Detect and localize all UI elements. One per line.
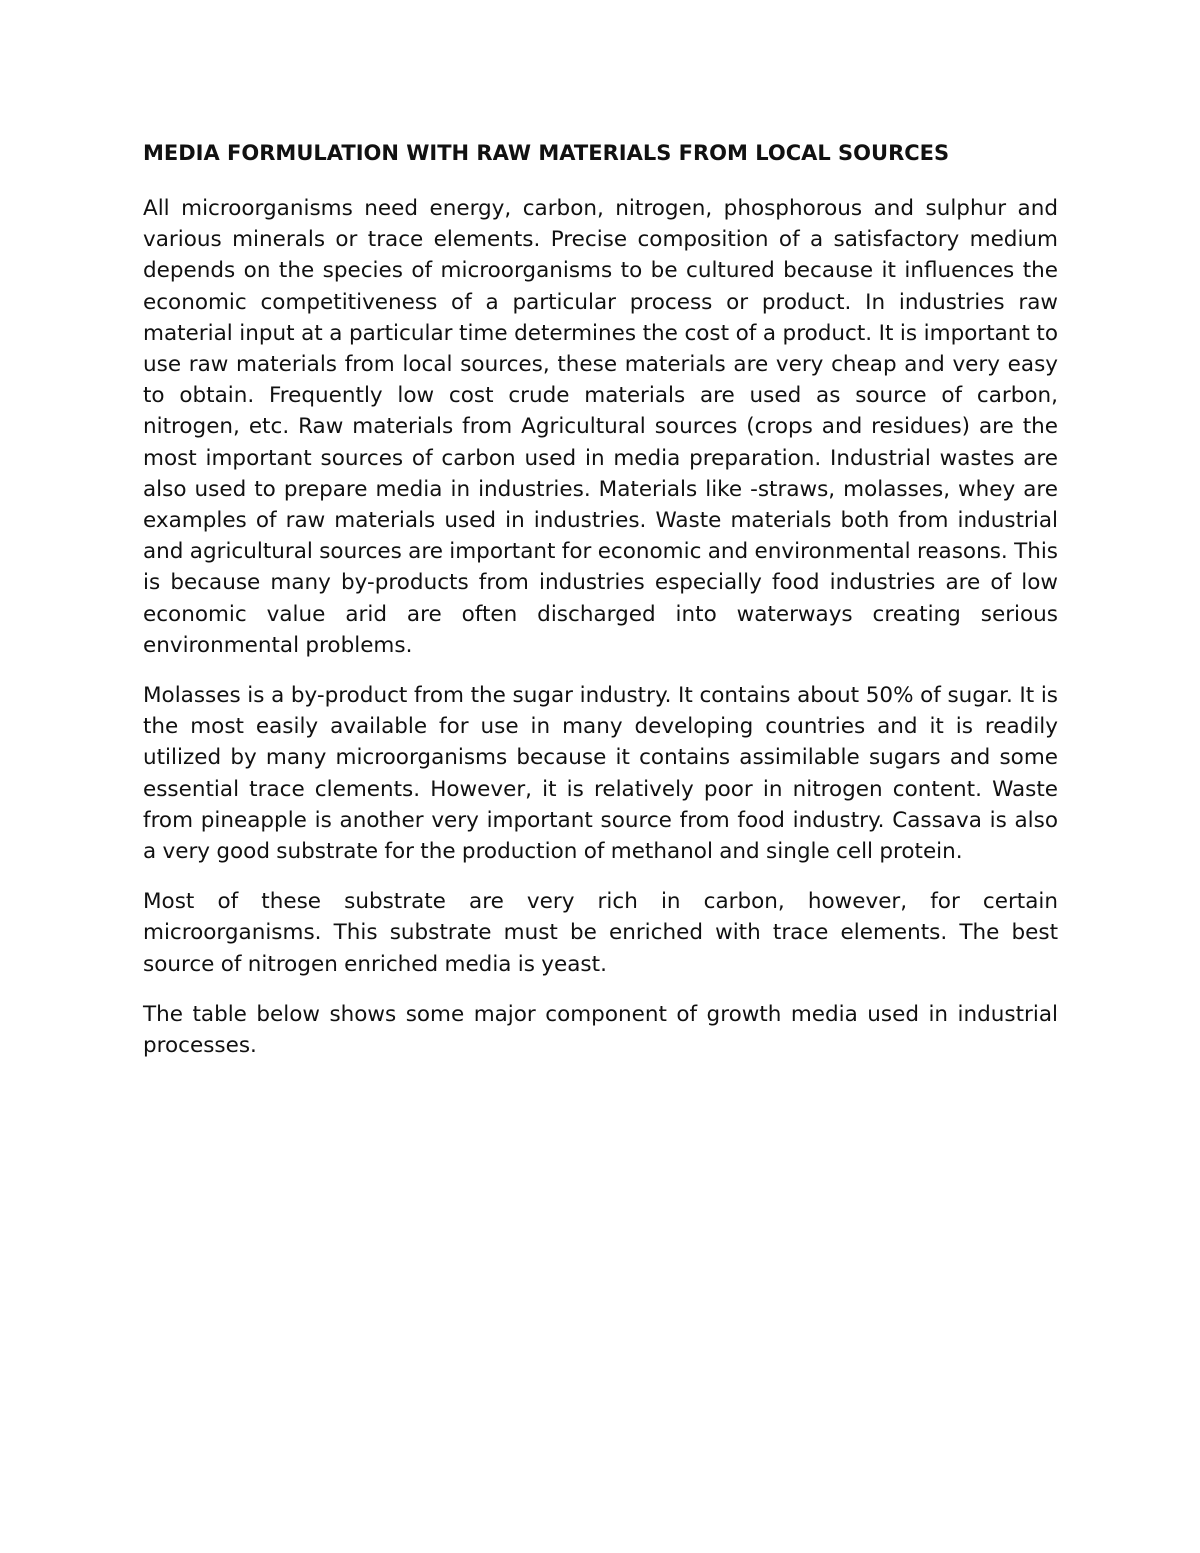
paragraph-raw-materials: All microorganisms need energy, carbon, nitrogen, phosphorous and sulphur and various minerals or trace elements. Precise composition of a satisfactory medium depends on the species of microorganisms to be cultured because it influences the economic competitiveness of a particular process or product. In industries raw material input at a particular time determines the cost of a product. It is important to use raw materials from local sources, these materials are very cheap and very easy to obtain. Frequently low cost crude materials are used as source of carbon, nitrogen, etc. Raw materials from Agricultural sources (crops and residues) are the most important sources of carbon used in media preparation. Industrial wastes are also used to prepare media in industries. Materials like -straws, molasses, whey are examples of raw materials used in industries. Waste materials both from industrial and agricultural sources are important for economic and environmental reasons. This is because many by-products from industries especially food industries are of low economic value arid are often discharged into waterways creating serious environmental problems. bbox=[143, 196, 1059, 658]
paragraph-substrates: Most of these substrate are very rich in carbon, however, for certain microorganisms. This substrate must be enriched with trace elements. The best source of nitrogen enriched media is yeast. bbox=[143, 889, 1058, 977]
document-page bbox=[143, 138, 1058, 1080]
document-title: MEDIA FORMULATION WITH RAW MATERIALS FROM LOCAL SOURCES bbox=[143, 141, 950, 165]
paragraph-table-intro: The table below shows some major component of growth media used in industrial processes. bbox=[143, 1001, 1058, 1059]
paragraph-molasses: Molasses is a by-product from the sugar industry. It contains about 50% of sugar. It is the most easily available for use in many developing countries and it is readily utilized by many microorganisms because it contains assimilable sugars and some essential trace clements. However, it is relatively poor in nitrogen content. Waste from pineapple is another very important source from food industry. Cassava is also a very good substrate for the production of methanol and single cell protein. bbox=[143, 683, 1058, 865]
